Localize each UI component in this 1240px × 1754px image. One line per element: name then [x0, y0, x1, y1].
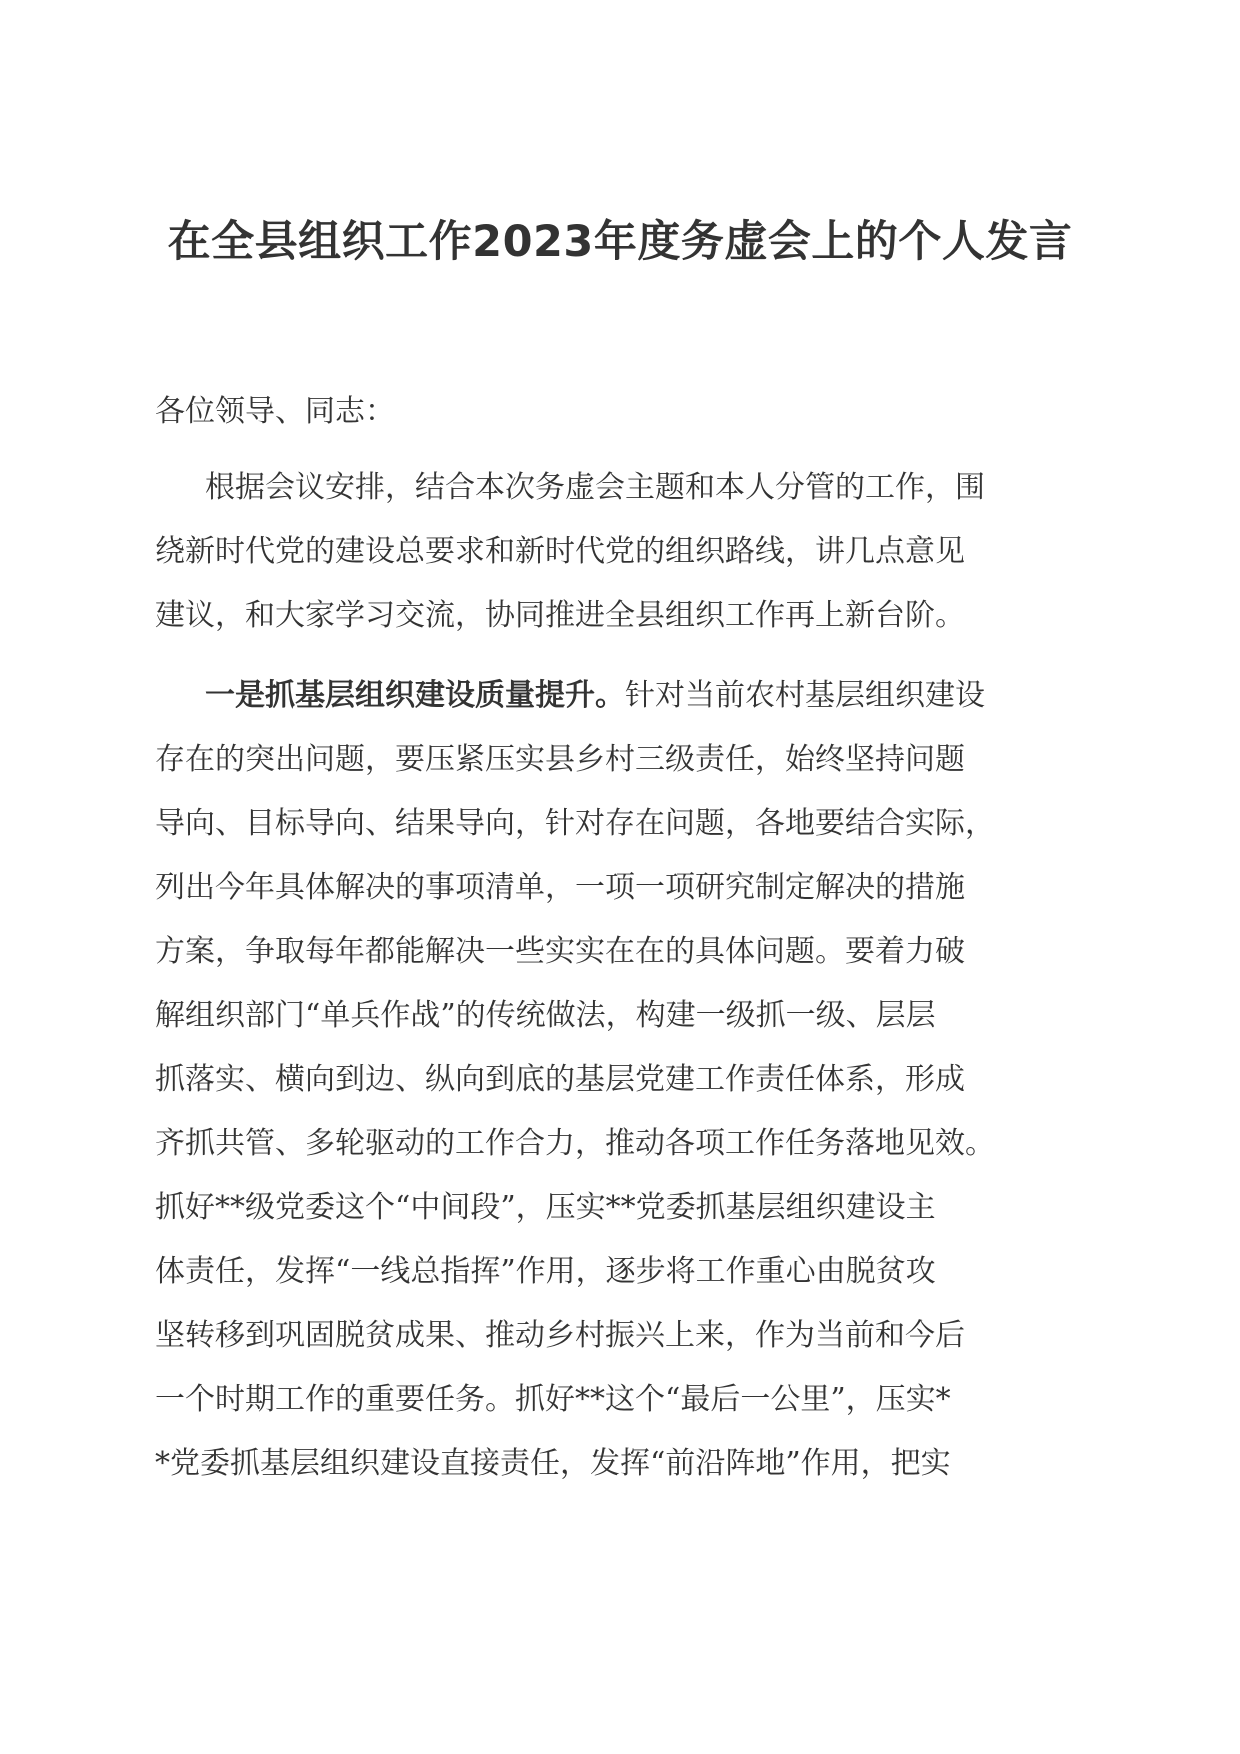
paragraph-line: 一个时期工作的重要任务。抓好**这个“最后一公里”，压实* — [155, 1382, 951, 1417]
paragraph-point-one — [155, 664, 1085, 1496]
paragraph-line: 齐抓共管、多轮驱动的工作合力，推动各项工作任务落地见效。 — [155, 1126, 995, 1161]
paragraph-line: 绕新时代党的建设总要求和新时代党的组织路线，讲几点意见 — [155, 534, 965, 569]
paragraph-line: 存在的突出问题，要压紧压实县乡村三级责任，始终坚持问题 — [155, 742, 965, 777]
paragraph-line: 根据会议安排，结合本次务虚会主题和本人分管的工作，围 — [205, 470, 985, 505]
paragraph-line: 抓好**级党委这个“中间段”，压实**党委抓基层组织建设主 — [155, 1190, 936, 1225]
paragraph-line: 列出今年具体解决的事项清单，一项一项研究制定解决的措施 — [155, 870, 965, 905]
paragraph-first-line — [155, 664, 1085, 728]
paragraph-line: 导向、目标导向、结果导向，针对存在问题，各地要结合实际， — [155, 806, 995, 841]
paragraph-line: 建议，和大家学习交流，协同推进全县组织工作再上新台阶。 — [155, 598, 965, 633]
point-heading: 一是抓基层组织建设质量提升。 — [205, 678, 625, 713]
paragraph-intro — [155, 456, 1085, 648]
paragraph-line: 解组织部门“单兵作战”的传统做法，构建一级抓一级、层层 — [155, 998, 936, 1033]
paragraph-line: *党委抓基层组织建设直接责任，发挥“前沿阵地”作用，把实 — [155, 1446, 951, 1481]
document-title: 在全县组织工作2023年度务虚会上的个人发言 — [167, 217, 1073, 267]
paragraph-line: 方案，争取每年都能解决一些实实在在的具体问题。要着力破 — [155, 934, 965, 969]
paragraph-line: 体责任，发挥“一线总指挥”作用，逐步将工作重心由脱贫攻 — [155, 1254, 936, 1289]
salutation: 各位领导、同志： — [155, 394, 395, 429]
paragraph-line: 坚转移到巩固脱贫成果、推动乡村振兴上来，作为当前和今后 — [155, 1318, 965, 1353]
paragraph-line: 抓落实、横向到边、纵向到底的基层党建工作责任体系，形成 — [155, 1062, 965, 1097]
paragraph-text: 针对当前农村基层组织建设 — [625, 678, 985, 713]
